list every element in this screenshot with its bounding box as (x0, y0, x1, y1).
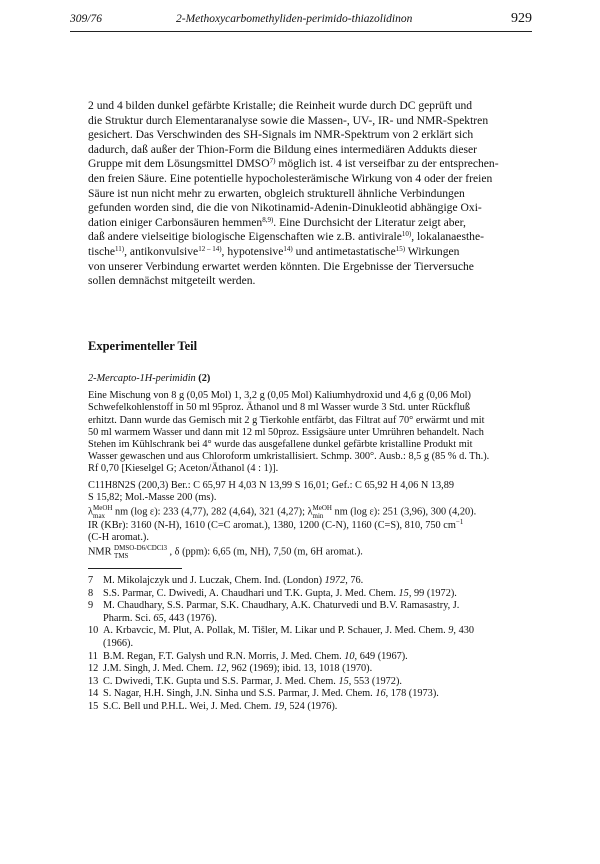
footnote-volume: 1972 (324, 575, 346, 586)
procedure-line: Stehen im Kühlschrank bei 4° wurde das ausgefallene dunkel gefärbte kristalline Produkt mit (88, 439, 473, 451)
text-line: sollen demnächst mitgeteilt werden. (88, 274, 256, 288)
experimental-section (88, 373, 538, 560)
footnote-pages: , 178 (1973). (385, 688, 439, 700)
footnote-entry (88, 663, 538, 676)
footnotes (88, 575, 538, 714)
footnote-citation: S. Nagar, H.H. Singh, J.N. Sinha und S.S. Parmar, J. Med. Chem. (103, 688, 376, 700)
footnote-number: 14 (88, 688, 99, 700)
footnote-pages: , 524 (1976). (284, 700, 338, 712)
citation-ref: 7) (269, 157, 276, 166)
citation-ref: 8,9) (262, 215, 274, 224)
text-line (88, 245, 535, 260)
footnote-text (103, 663, 372, 676)
footnote-volume: 9 (448, 625, 454, 637)
footnote-pages: , 962 (1969); ibid. 13, 1018 (1970). (226, 663, 373, 675)
footnote-number: 9 (88, 600, 94, 612)
citation-ref: 10) (401, 230, 412, 239)
footnote-citation: B.M. Regan, F.T. Galysh und R.N. Morris, J. Med. Chem. (103, 650, 345, 662)
procedure-line: Rf 0,70 [Kieselgel G; Aceton/Äthanol (4 : 1)]. (88, 463, 279, 475)
footnote-pages: , 443 (1976). (163, 612, 217, 624)
footnote-number: 8 (88, 587, 94, 599)
footnote-citation: C. Dwivedi, T.K. Gupta und S.S. Parmar, J. Med. Chem. (103, 675, 339, 687)
text-line: den freien Säure. Eine potentielle hypocholesterämische Wirkung von 4 oder der freien (88, 171, 493, 185)
footnote-text (103, 613, 217, 626)
journal-volume: 309/76 (70, 13, 102, 25)
text-line: dadurch, daß außer der Thion-Form die Bildung eines intermediären Addukts dieser (88, 142, 478, 156)
footnote-citation: A. Krbavcic, M. Plut, A. Pollak, M. Tišler, M. Likar und P. Schauer, J. Med. Chem. (103, 625, 449, 637)
ir-data (88, 520, 538, 532)
footnote-entry (88, 600, 538, 613)
uv-min-label: min (312, 512, 324, 521)
footnote-volume: 15 (338, 675, 349, 687)
uv-solvent: MeOH (312, 504, 332, 513)
footnote-number: 15 (88, 700, 99, 712)
nmr-solvent-script (114, 544, 167, 560)
uv-solvent: MeOH (93, 504, 113, 513)
text-fragment: tische (88, 244, 116, 258)
footnote-text (103, 701, 337, 714)
text-fragment: und antimetastatische (292, 244, 396, 258)
footnote-entry (88, 588, 538, 601)
citation-ref: 12 – 14) (198, 244, 222, 253)
ir-unit-exponent: −1 (455, 518, 464, 527)
footnote-pages: , 553 (1972). (348, 675, 402, 687)
text-fragment: . Eine Durchsicht der Literatur zeigt aber, (273, 215, 466, 229)
footnote-pages: , 76. (345, 575, 364, 586)
text-line (88, 157, 535, 172)
footnote-pages: , 99 (1972). (408, 587, 457, 599)
footnote-text (103, 638, 133, 651)
text-fragment: , hypotensive (221, 244, 284, 258)
footnote-volume: 10 (344, 650, 355, 662)
footnote-number: 13 (88, 675, 99, 687)
footnote-pages: , 649 (1967). (354, 650, 408, 662)
footnote-rule (88, 568, 182, 569)
uv-min-values: nm (log ε): 251 (3,96), 300 (4,20). (331, 506, 477, 518)
uv-max-label: max (93, 512, 106, 521)
intro-paragraph (88, 99, 535, 289)
procedure-line: Wasser gewaschen und aus Chloroform umkristallisiert. Schmp. 300°. Ausb.: 8,5 g (85 % d. Th.). (88, 451, 490, 463)
footnote-volume: 15 (398, 587, 409, 599)
footnote-text (103, 575, 363, 588)
nmr-solvent: DMSO-D6/CDCl3 (114, 544, 167, 553)
procedure-line: erhitzt. Dann wurde das Gemisch mit 2 g Tierkohle entfärbt, das Filtrat auf 70° erwärmt und mit (88, 414, 485, 426)
text-line: von unserer Verbindung erwartet werden könnten. Die Ergebnisse der Tierversuche (88, 259, 474, 273)
text-line: 2 und 4 bilden dunkel gefärbte Kristalle; die Reinheit wurde durch DC geprüft und (88, 99, 473, 112)
footnote-entry (88, 651, 538, 664)
footnote-number (88, 613, 103, 626)
page-number: 929 (511, 11, 532, 26)
footnote-citation: S.C. Bell und P.H.L. Wei, J. Med. Chem. (103, 700, 274, 712)
ir-data-cont: (C-H aromat.). (88, 532, 149, 544)
nmr-values: , δ (ppm): 6,65 (m, NH), 7,50 (m, 6H aromat.). (166, 546, 363, 558)
footnote-citation: S.S. Parmar, C. Dwivedi, A. Chaudhari und T.K. Gupta, J. Med. Chem. (103, 587, 399, 599)
text-fragment: dation einiger Carbonsäuren hemmen (88, 215, 263, 229)
running-header (70, 13, 532, 29)
procedure-line: 50 ml warmem Wasser und dann mit 12 ml 50proz. Essigsäure unter Umrühren behandelt. Nach (88, 426, 484, 438)
footnote-volume: 65 (153, 612, 164, 624)
lambda-symbol: λ (88, 506, 93, 518)
text-line: Säure ist nun nicht mehr zu erwarten, obgleich strukturell ähnliche Verbindungen (88, 186, 465, 200)
text-line: die Struktur durch Elementaranalyse sowie die Massen-, UV-, IR- und NMR-Spektren (88, 113, 489, 127)
footnote-number (88, 638, 103, 651)
footnote-number: 11 (88, 650, 98, 662)
footnote-number: 7 (88, 575, 94, 586)
footnote-text (103, 651, 408, 664)
section-heading: Experimenteller Teil (88, 339, 198, 353)
header-rule (70, 31, 532, 32)
text-fragment: , antikonvulsive (124, 244, 199, 258)
footnote-entry (88, 676, 538, 689)
footnote-volume: 19 (273, 700, 285, 712)
procedure-line: Schwefelkohlenstoff in 50 ml 95proz. Äthanol und 8 ml Wasser wurde 3 Std. unter Rückfluß (88, 402, 471, 414)
footnote-text (103, 688, 439, 701)
nmr-data (88, 544, 538, 560)
text-line: gesichert. Das Verschwinden des SH-Signals im NMR-Spektrum von 2 erklärt sich (88, 128, 474, 142)
footnote-entry (88, 575, 538, 588)
text-fragment: möglich ist. 4 ist verseifbar zu der entsprechen- (275, 157, 499, 171)
footnote-citation: (1966). (103, 637, 134, 649)
footnote-entry (88, 688, 538, 701)
footnote-volume: 16 (375, 688, 386, 700)
footnote-entry (88, 613, 538, 626)
footnote-text (103, 625, 474, 638)
text-fragment: , lokalanaesthe- (411, 230, 484, 244)
footnote-pages: , 430 (453, 625, 475, 637)
footnote-citation: M. Mikolajczyk und J. Luczak, Chem. Ind. (London) (103, 575, 325, 586)
footnote-entry (88, 625, 538, 638)
nmr-reference: TMS (114, 552, 129, 561)
footnote-citation: M. Chaudhary, S.S. Parmar, S.K. Chaudhary, A.K. Chaturvedi und B.V. Ramasastry, J. (103, 600, 460, 612)
nmr-label: NMR (88, 546, 112, 558)
running-title: 2-Methoxycarbomethyliden-perimido-thiazolidinon (176, 13, 413, 25)
text-line (88, 230, 535, 245)
citation-ref: 11) (115, 244, 125, 253)
footnote-entry (88, 638, 538, 651)
compound-number: (2) (198, 373, 211, 384)
footnote-number: 12 (88, 663, 99, 675)
uv-max-script (93, 504, 112, 520)
footnote-entry (88, 701, 538, 714)
elemental-analysis-cont: S 15,82; Mol.-Masse 200 (ms). (88, 491, 217, 503)
procedure-line: Eine Mischung von 8 g (0,05 Mol) 1, 3,2 g (0,05 Mol) Kaliumhydroxid und 4,6 g (0,06 Mol) (88, 390, 471, 402)
footnote-citation: J.M. Singh, J. Med. Chem. (103, 663, 216, 675)
compound-name: 2-Mercapto-1H-perimidin (88, 373, 196, 384)
elemental-analysis: C11H8N2S (200,3) Ber.: C 65,97 H 4,03 N 13,99 S 16,01; Gef.: C 65,92 H 4,06 N 13,89 (88, 479, 455, 491)
footnote-number: 10 (88, 625, 99, 637)
citation-ref: 15) (395, 244, 406, 253)
uv-max-values: nm (log ε): 233 (4,77), 282 (4,64), 321 (4,27); λ (112, 506, 313, 518)
footnote-citation: Pharm. Sci. (103, 612, 154, 624)
citation-ref: 14) (283, 244, 293, 253)
uv-min-script (313, 504, 332, 520)
text-fragment: daß andere vielseitige biologische Eigenschaften wie z.B. antivirale (88, 230, 402, 244)
compound-heading (88, 373, 538, 385)
footnote-volume: 12 (216, 663, 227, 675)
footnote-text (103, 676, 402, 689)
text-line: gefunden worden sind, die die von Nikotinamid-Adenin-Dinukleotid abhängige Oxi- (88, 201, 482, 215)
footnote-text (103, 588, 457, 601)
text-fragment: Wirkungen (405, 244, 460, 258)
text-line (88, 216, 535, 231)
footnote-text (103, 600, 459, 613)
ir-values: IR (KBr): 3160 (N-H), 1610 (C=C aromat.), 1380, 1200 (C-N), 1160 (C=S), 810, 750 cm (88, 520, 456, 532)
uv-data (88, 504, 538, 520)
text-fragment: Gruppe mit dem Lösungsmittel DMSO (88, 157, 270, 171)
